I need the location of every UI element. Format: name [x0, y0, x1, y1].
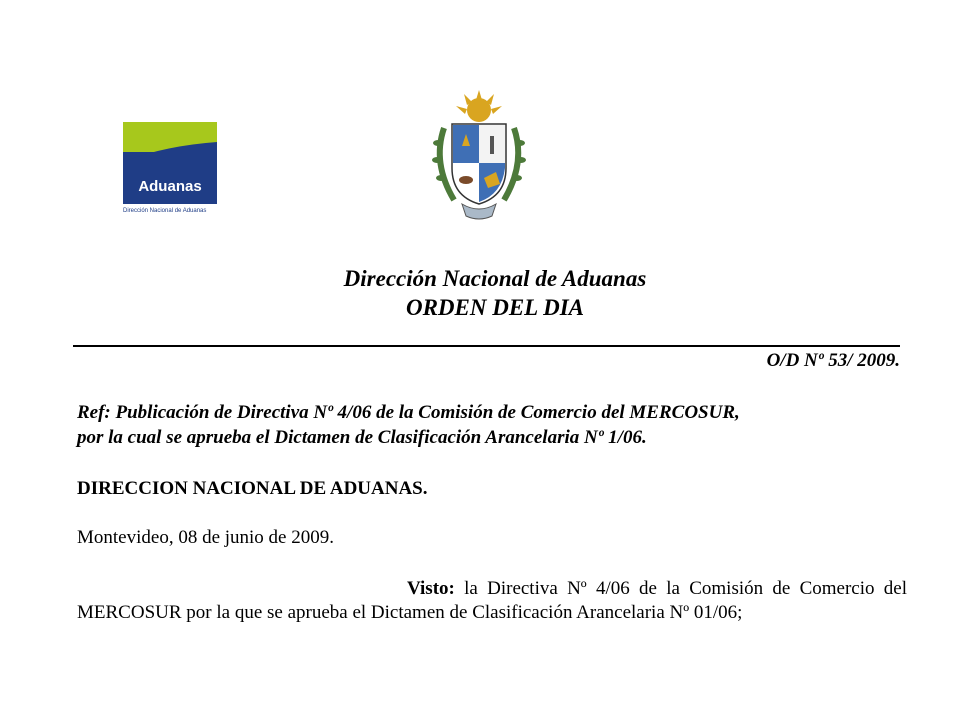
place-date: Montevideo, 08 de junio de 2009. — [77, 527, 334, 548]
logo-wave-icon — [123, 142, 217, 162]
visto-paragraph — [77, 577, 907, 625]
issuer: DIRECCION NACIONAL DE ADUANAS. — [77, 478, 428, 499]
visto-text: la Directiva Nº 4/06 de la Comisión de Comercio del MERCOSUR por la que se aprueba el Dictamen de Clasificación Arancelaria Nº 01/06; — [77, 578, 908, 623]
reference-line-2: por la cual se aprueba el Dictamen de Clasificación Arancelaria Nº 1/06. — [77, 427, 647, 448]
page-title: Dirección Nacional de Aduanas — [343, 266, 647, 291]
order-number: O/D Nº 53/ 2009. — [766, 350, 900, 371]
coat-of-arms-icon — [424, 88, 534, 223]
aduanas-logo — [123, 122, 217, 204]
reference-line-1: Ref: Publicación de Directiva Nº 4/06 de la Comisión de Comercio del MERCOSUR, — [77, 402, 740, 423]
page-subtitle: ORDEN DEL DIA — [405, 295, 585, 320]
divider — [73, 345, 900, 347]
logo-subtitle: Dirección Nacional de Aduanas — [123, 208, 207, 214]
logo-name: Aduanas — [138, 178, 202, 195]
reference — [77, 400, 907, 450]
visto-label: Visto: — [407, 578, 455, 599]
